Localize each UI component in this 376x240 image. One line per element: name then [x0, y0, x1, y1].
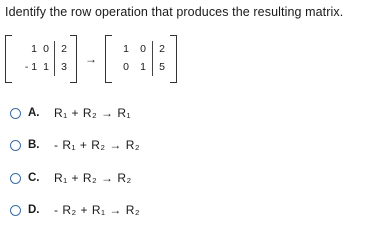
matrix-cell: 0: [123, 61, 129, 73]
option-letter: D.: [28, 204, 40, 216]
right-bracket: [170, 35, 177, 83]
option-a[interactable]: [10, 104, 131, 122]
radio-button-c[interactable]: [10, 173, 21, 184]
augment-separator: [54, 41, 55, 76]
option-letter: C.: [28, 172, 40, 184]
matrix-cell: 0: [43, 43, 49, 55]
option-c[interactable]: [10, 169, 132, 187]
question-text: Identify the row operation that produces the resulting matrix.: [5, 5, 344, 19]
option-letter: A.: [28, 107, 40, 119]
option-letter: B.: [28, 139, 40, 151]
option-b[interactable]: [10, 136, 140, 154]
radio-button-a[interactable]: [10, 108, 21, 119]
left-bracket: [5, 35, 12, 83]
left-matrix: [5, 35, 77, 83]
radio-button-d[interactable]: [10, 205, 21, 216]
matrix-cell: 2: [61, 43, 67, 55]
matrix-cell: 3: [61, 61, 67, 73]
option-expression: R₁ + R₂ → R₂: [54, 171, 132, 185]
matrix-cell: - 1: [24, 61, 38, 73]
augment-separator: [152, 41, 153, 76]
right-bracket: [70, 35, 77, 83]
option-expression: - R₁ + R₂ → R₂: [54, 138, 141, 152]
option-d[interactable]: [10, 201, 140, 219]
matrix-cell: 1: [31, 43, 37, 55]
option-expression: R₁ + R₂ → R₁: [54, 106, 132, 120]
radio-button-b[interactable]: [10, 140, 21, 151]
left-bracket: [105, 35, 112, 83]
matrix-cell: 1: [43, 61, 49, 73]
matrix-cell: 1: [140, 61, 146, 73]
matrix-cell: 0: [140, 43, 146, 55]
arrow-icon: →: [85, 52, 97, 66]
right-matrix: [105, 35, 177, 83]
matrix-cell: 5: [159, 61, 165, 73]
matrix-cell: 1: [123, 43, 129, 55]
matrix-cell: 2: [159, 43, 165, 55]
option-expression: - R₂ + R₁ → R₂: [54, 203, 141, 217]
